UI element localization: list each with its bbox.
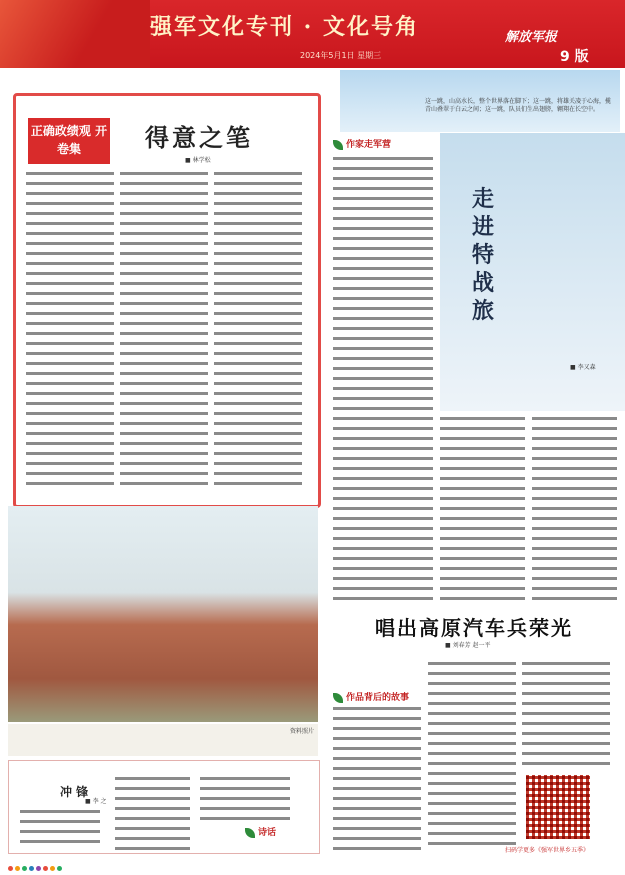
- text-line: [333, 365, 433, 373]
- footer-color-bar: [8, 856, 608, 862]
- text-line: [440, 555, 525, 563]
- text-line: [115, 815, 190, 823]
- text-line: [120, 210, 208, 218]
- text-line: [428, 680, 516, 688]
- text-line: [333, 335, 433, 343]
- text-line: [26, 240, 114, 248]
- text-line: [333, 835, 421, 843]
- text-line: [333, 705, 421, 713]
- page-number: 9 版: [560, 49, 589, 65]
- text-line: [532, 445, 617, 453]
- text-line: [333, 395, 433, 403]
- text-line: [440, 445, 525, 453]
- text-line: [532, 585, 617, 593]
- text-line: [26, 220, 114, 228]
- text-line: [26, 400, 114, 408]
- bottom-article-author: ■ 刘春芳 赵一平: [445, 642, 491, 649]
- text-line: [120, 270, 208, 278]
- masthead-title: 强军文化专刊 · 文化号角: [150, 14, 419, 40]
- text-line: [440, 415, 525, 423]
- text-line: [522, 710, 610, 718]
- text-line: [333, 575, 433, 583]
- text-line: [333, 205, 433, 213]
- text-line: [532, 495, 617, 503]
- text-line: [214, 380, 302, 388]
- text-line: [428, 810, 516, 818]
- text-line: [26, 260, 114, 268]
- text-line: [440, 595, 525, 603]
- text-line: [428, 700, 516, 708]
- text-line: [26, 370, 114, 378]
- qr-caption: 扫码学更多《强军世界乡五季》: [505, 847, 590, 854]
- text-line: [26, 450, 114, 458]
- text-line: [20, 808, 100, 816]
- text-line: [214, 250, 302, 258]
- text-line: [120, 300, 208, 308]
- text-line: [333, 715, 421, 723]
- text-line: [26, 180, 114, 188]
- text-line: [214, 450, 302, 458]
- text-line: [333, 415, 433, 423]
- text-line: [26, 170, 114, 178]
- text-line: [532, 535, 617, 543]
- text-line: [333, 245, 433, 253]
- text-line: [333, 785, 421, 793]
- bottom-body-col3: [522, 660, 610, 770]
- text-line: [440, 575, 525, 583]
- text-line: [26, 380, 114, 388]
- text-line: [440, 455, 525, 463]
- text-line: [214, 210, 302, 218]
- text-line: [333, 165, 433, 173]
- text-line: [214, 480, 302, 488]
- text-line: [120, 180, 208, 188]
- text-line: [333, 485, 433, 493]
- bottom-article-title: 唱出高原汽车兵荣光: [375, 616, 573, 640]
- text-line: [214, 400, 302, 408]
- text-line: [26, 460, 114, 468]
- text-line: [200, 805, 290, 813]
- text-line: [120, 240, 208, 248]
- text-line: [333, 765, 421, 773]
- text-line: [115, 835, 190, 843]
- color-dot: [8, 866, 13, 871]
- text-line: [428, 740, 516, 748]
- text-line: [333, 755, 421, 763]
- text-line: [522, 720, 610, 728]
- text-line: [120, 280, 208, 288]
- text-line: [333, 475, 433, 483]
- text-line: [333, 465, 433, 473]
- middle-body-col2: [440, 415, 525, 605]
- text-line: [333, 445, 433, 453]
- text-line: [532, 575, 617, 583]
- text-line: [333, 225, 433, 233]
- text-line: [428, 770, 516, 778]
- text-line: [20, 828, 100, 836]
- text-line: [428, 830, 516, 838]
- text-line: [26, 340, 114, 348]
- text-line: [522, 760, 610, 768]
- text-line: [26, 280, 114, 288]
- text-line: [522, 700, 610, 708]
- text-line: [214, 420, 302, 428]
- text-line: [333, 315, 433, 323]
- text-line: [214, 290, 302, 298]
- text-line: [532, 465, 617, 473]
- bottom-body-col2: [428, 660, 516, 850]
- text-line: [26, 270, 114, 278]
- text-line: [333, 305, 433, 313]
- text-line: [120, 430, 208, 438]
- text-line: [115, 775, 190, 783]
- text-line: [333, 255, 433, 263]
- text-line: [26, 300, 114, 308]
- text-line: [214, 440, 302, 448]
- page-header: [0, 0, 625, 68]
- text-line: [120, 410, 208, 418]
- poem-col2: [115, 775, 190, 852]
- text-line: [26, 210, 114, 218]
- text-line: [522, 730, 610, 738]
- text-line: [522, 670, 610, 678]
- text-line: [120, 220, 208, 228]
- text-line: [26, 230, 114, 238]
- text-line: [440, 485, 525, 493]
- middle-article-author: ■ 李又森: [570, 364, 596, 371]
- text-line: [333, 545, 433, 553]
- text-line: [333, 345, 433, 353]
- text-line: [120, 480, 208, 488]
- text-line: [532, 515, 617, 523]
- text-line: [428, 730, 516, 738]
- text-line: [333, 385, 433, 393]
- text-line: [440, 495, 525, 503]
- text-line: [333, 825, 421, 833]
- text-line: [440, 435, 525, 443]
- leaf-icon: [245, 828, 255, 838]
- text-line: [214, 230, 302, 238]
- text-line: [214, 300, 302, 308]
- text-line: [26, 470, 114, 478]
- article-body-col2: [120, 170, 208, 490]
- text-line: [333, 725, 421, 733]
- text-line: [120, 340, 208, 348]
- text-line: [532, 475, 617, 483]
- text-line: [214, 470, 302, 478]
- poem-author: ■ 李 之: [85, 798, 107, 805]
- text-line: [115, 825, 190, 833]
- text-line: [214, 390, 302, 398]
- text-line: [26, 360, 114, 368]
- text-line: [440, 525, 525, 533]
- text-line: [26, 290, 114, 298]
- text-line: [214, 310, 302, 318]
- text-line: [26, 410, 114, 418]
- text-line: [333, 435, 433, 443]
- text-line: [428, 720, 516, 728]
- poem-col1: [20, 808, 100, 852]
- text-line: [333, 555, 433, 563]
- text-line: [120, 310, 208, 318]
- text-line: [120, 390, 208, 398]
- article-body-col3: [214, 170, 302, 490]
- color-dot: [36, 866, 41, 871]
- photo-caption: 这一跳，山高水长，整个世界落在脚下；这一跳，将雄关凌于心海，揽青山叠翠于白云之间；这一跳，队员们生出翅膀，翱翔在长空中。: [425, 98, 612, 113]
- text-line: [120, 370, 208, 378]
- text-line: [214, 370, 302, 378]
- text-line: [532, 545, 617, 553]
- text-line: [428, 840, 516, 848]
- text-line: [532, 595, 617, 603]
- text-line: [214, 180, 302, 188]
- text-line: [428, 790, 516, 798]
- color-dot: [15, 866, 20, 871]
- text-line: [26, 480, 114, 488]
- text-line: [120, 320, 208, 328]
- text-line: [333, 155, 433, 163]
- text-line: [26, 190, 114, 198]
- text-line: [532, 415, 617, 423]
- text-line: [26, 430, 114, 438]
- text-line: [214, 430, 302, 438]
- text-line: [532, 555, 617, 563]
- text-line: [214, 220, 302, 228]
- text-line: [532, 505, 617, 513]
- poem-col3: [200, 775, 290, 820]
- text-line: [120, 230, 208, 238]
- great-wall-banner: [0, 0, 150, 68]
- text-line: [120, 260, 208, 268]
- text-line: [120, 200, 208, 208]
- leaf-icon: [333, 140, 343, 150]
- text-line: [333, 815, 421, 823]
- text-line: [333, 375, 433, 383]
- text-line: [26, 440, 114, 448]
- text-line: [333, 535, 433, 543]
- text-line: [214, 330, 302, 338]
- text-line: [120, 170, 208, 178]
- color-dot: [29, 866, 34, 871]
- text-line: [428, 690, 516, 698]
- text-line: [115, 805, 190, 813]
- text-line: [200, 795, 290, 803]
- newspaper-logo: 解放军报: [505, 30, 558, 45]
- statue-photo: [8, 506, 318, 722]
- poem-title: 冲 锋: [60, 785, 89, 799]
- statue-caption-box: [8, 724, 318, 756]
- section-heading-writer: 作家走军营: [333, 137, 391, 150]
- text-line: [333, 525, 433, 533]
- text-line: [120, 420, 208, 428]
- text-line: [428, 660, 516, 668]
- text-line: [522, 660, 610, 668]
- text-line: [333, 565, 433, 573]
- text-line: [20, 838, 100, 846]
- text-line: [333, 215, 433, 223]
- text-line: [214, 240, 302, 248]
- text-line: [26, 250, 114, 258]
- color-dot: [22, 866, 27, 871]
- text-line: [440, 545, 525, 553]
- text-line: [115, 785, 190, 793]
- text-line: [115, 845, 190, 852]
- column-tag: 正确政绩观 开卷集: [28, 118, 110, 164]
- text-line: [214, 320, 302, 328]
- text-line: [26, 350, 114, 358]
- photo-credit: 资料照片: [289, 728, 314, 735]
- text-line: [214, 270, 302, 278]
- text-line: [333, 805, 421, 813]
- text-line: [120, 190, 208, 198]
- text-line: [120, 470, 208, 478]
- text-line: [214, 360, 302, 368]
- text-line: [200, 775, 290, 783]
- article-title: 得意之笔: [145, 123, 253, 152]
- middle-body-col3: [532, 415, 617, 605]
- text-line: [333, 425, 433, 433]
- text-line: [428, 750, 516, 758]
- text-line: [26, 420, 114, 428]
- text-line: [522, 750, 610, 758]
- text-line: [333, 735, 421, 743]
- article-body-col1: [26, 170, 114, 490]
- text-line: [440, 425, 525, 433]
- text-line: [333, 265, 433, 273]
- text-line: [26, 310, 114, 318]
- text-line: [120, 460, 208, 468]
- text-line: [120, 290, 208, 298]
- article-author: ■ 林学松: [185, 157, 211, 164]
- color-dot: [57, 866, 62, 871]
- text-line: [532, 485, 617, 493]
- leaf-icon: [333, 693, 343, 703]
- text-line: [333, 355, 433, 363]
- text-line: [120, 440, 208, 448]
- text-line: [333, 795, 421, 803]
- text-line: [428, 820, 516, 828]
- text-line: [26, 320, 114, 328]
- text-line: [214, 190, 302, 198]
- poem-section-tag: 诗话: [245, 825, 276, 838]
- text-line: [333, 505, 433, 513]
- text-line: [333, 275, 433, 283]
- text-line: [333, 585, 433, 593]
- text-line: [333, 235, 433, 243]
- text-line: [532, 525, 617, 533]
- text-line: [333, 185, 433, 193]
- text-line: [333, 775, 421, 783]
- text-line: [26, 330, 114, 338]
- text-line: [532, 435, 617, 443]
- text-line: [120, 360, 208, 368]
- middle-article-title: 走进特战旅: [472, 186, 495, 324]
- text-line: [200, 785, 290, 793]
- text-line: [440, 505, 525, 513]
- text-line: [214, 260, 302, 268]
- dateline: 2024年5月1日 星期三: [300, 51, 382, 60]
- text-line: [214, 200, 302, 208]
- text-line: [532, 425, 617, 433]
- text-line: [120, 250, 208, 258]
- text-line: [522, 690, 610, 698]
- text-line: [428, 760, 516, 768]
- text-line: [333, 515, 433, 523]
- color-dot: [43, 866, 48, 871]
- text-line: [333, 195, 433, 203]
- text-line: [428, 800, 516, 808]
- text-line: [440, 465, 525, 473]
- text-line: [333, 405, 433, 413]
- text-line: [115, 795, 190, 803]
- text-line: [428, 670, 516, 678]
- text-line: [120, 400, 208, 408]
- text-line: [522, 680, 610, 688]
- text-line: [214, 460, 302, 468]
- text-line: [428, 780, 516, 788]
- text-line: [333, 325, 433, 333]
- color-dot: [50, 866, 55, 871]
- qr-code: [526, 775, 590, 839]
- text-line: [214, 280, 302, 288]
- text-line: [333, 175, 433, 183]
- text-line: [440, 585, 525, 593]
- middle-body-col1: [333, 155, 433, 605]
- text-line: [333, 745, 421, 753]
- text-line: [120, 450, 208, 458]
- text-line: [532, 565, 617, 573]
- text-line: [120, 380, 208, 388]
- text-line: [120, 350, 208, 358]
- text-line: [333, 295, 433, 303]
- text-line: [333, 495, 433, 503]
- section-heading-story: 作品背后的故事: [333, 690, 409, 703]
- text-line: [333, 595, 433, 603]
- text-line: [26, 200, 114, 208]
- text-line: [532, 455, 617, 463]
- sky-photo: [440, 133, 625, 411]
- text-line: [214, 340, 302, 348]
- text-line: [20, 818, 100, 826]
- text-line: [440, 535, 525, 543]
- text-line: [214, 170, 302, 178]
- text-line: [428, 710, 516, 718]
- bottom-body-col1: [333, 705, 421, 850]
- text-line: [522, 740, 610, 748]
- text-line: [214, 410, 302, 418]
- text-line: [333, 285, 433, 293]
- text-line: [440, 565, 525, 573]
- text-line: [440, 475, 525, 483]
- text-line: [333, 845, 421, 850]
- text-line: [333, 455, 433, 463]
- text-line: [440, 515, 525, 523]
- text-line: [26, 390, 114, 398]
- text-line: [120, 330, 208, 338]
- text-line: [214, 350, 302, 358]
- text-line: [200, 815, 290, 820]
